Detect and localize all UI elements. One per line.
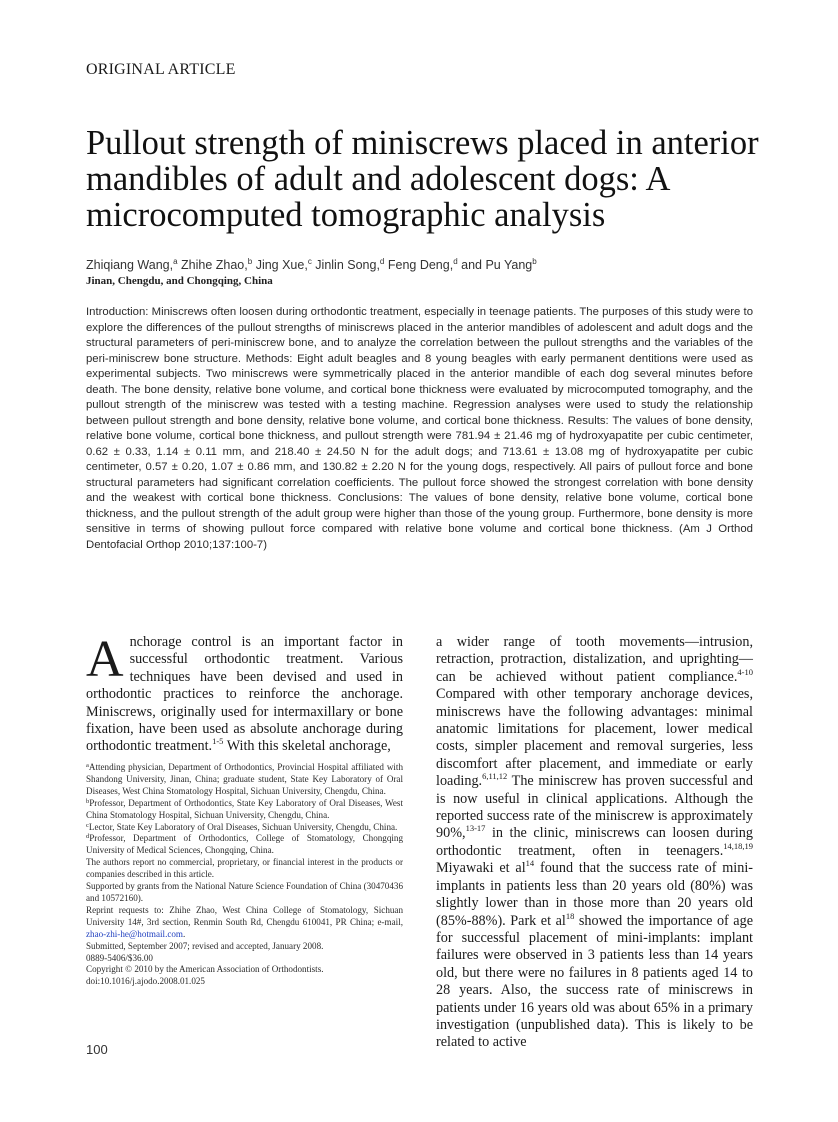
abstract-text: Introduction: Miniscrews often loosen during orthodontic treatment, especially in teenage patients. The purposes of this study were to explore the differences of the pullout strengths of miniscrews placed in the anterior mandibles of adolescent and adult dogs and the structural parameters of peri-miniscrew bone, and to analyze the correlation between the pullout strengths and the variables of the peri-miniscrew bone structure. Methods: Eight adult beagles and 8 young beagles with early permanent dentitions were used as experimental subjects. Two miniscrews were symmetrically placed in the anterior mandible of each dog several minutes before death. The bone density, relative bone volume, and cortical bone thickness were evaluated by microcomputed tomography, and the pullout strength of the miniscrew was tested with a testing machine. Regression analyses were used to study the relationship between pullout strength and bone density, relative bone volume, and cortical bone thickness. Results: The values of bone density, relative bone volume, cortical bone thickness, and pullout strength were 781.94 ± 21.46 mg of hydroxyapatite per cubic centimeter, 0.62 ± 0.33, 1.14 ± 0.11 mm, and 218.40 ± 24.50 N for the adult dogs; and 713.61 ± 13.08 mg of hydroxyapatite per cubic centimeter, 0.57 ± 0.20, 1.07 ± 0.86 mm, and 130.82 ± 2.20 N for the young dogs, respectively. All pairs of pullout force and bone structural parameters had significant correlation coefficients. The pullout force showed the strongest correlation with bone density and the weakest with cortical bone thickness. Conclusions: The values of bone density, relative bone volume, cortical bone thickness, and the pullout strength of the adult group were higher than those of the young group. Furthermore, bone density is more sensitive in terms of showing pullout force compared with relative bone volume and cortical bone thickness. (Am J Orthod Dentofacial Orthop 2010;137:100-7): [86, 306, 753, 551]
footnote-mark: a: [86, 762, 89, 769]
abstract: [86, 305, 753, 553]
copyright-note: Copyright © 2010 by the American Association of Orthodontists.: [86, 964, 324, 975]
submission-dates: Submitted, September 2007; revised and accepted, January 2008.: [86, 940, 324, 951]
author-list: [86, 257, 537, 272]
page-number: 100: [86, 1042, 108, 1057]
issn: 0889-5406/$36.00: [86, 952, 153, 963]
drop-cap: A: [86, 631, 124, 688]
footnote-b: $^b$Professor, Department of Orthodontics, State Key Laboratory of Oral Diseases, West China Stomatology Hospital, Sichuan University, Chengdu, China.: [86, 797, 403, 820]
continued-paragraph: a wider range of tooth movements—intrusion, retraction, protraction, distalization, and uprighting—can be achieved without patient compliance.$^{4-10}$ Compared with other temporary anchorage devices, miniscrews have the following advantages: minimal anatomic limitations for placement, lower medical costs, simpler placement and removal surgeries, less discomfort after placement, and immediate or early loading.$^{6,11,12}$ The miniscrew has proven successful and is now useful in clinical applications. Although the reported success rate of the miniscrew is approximately 90%,$^{13-17}$ in the clinic, miniscrews can loosen during orthodontic treatment, often in teenagers.$^{14,18,19}$ Miyawaki et $al^{14}$ found that the success rate of mini-implants in patients less than 20 years old (80%) was slightly lower than in those more than 20 years old (85%-88%). Park et $al^{18}$ showed the importance of age for successful placement of mini-implants: implant failures were observed in 3 patients less than 14 years old, but there were no failures in 8 patients aged 14 to 28 years. Also, the success rate of miniscrews in patients under 16 years old was about 65% in a primary investigation (unpublished data). This is likely to be related to active: [436, 634, 753, 1051]
funding-note: Supported by grants from the National Nature Science Foundation of China (30470436 and 10572160).: [86, 881, 403, 903]
reference-citation: 14,18,19: [723, 840, 753, 851]
author-name: Feng Deng,: [387, 258, 454, 272]
reference-citation: 1-5: [212, 736, 224, 747]
section-label: ORIGINAL ARTICLE: [86, 61, 236, 78]
author-locations: Jinan, Chengdu, and Chongqing, China: [86, 275, 273, 287]
author-affiliation-mark: b: [247, 257, 253, 266]
author-name: Zhihe Zhao,: [181, 258, 248, 272]
author-affiliation-mark: a: [173, 257, 178, 266]
intro-text: nchorage control is an important factor in successful orthodontic treatment. Various techniques have been devised and used in orthodontic practices to reinforce the anchorage. Miniscrews, originally used for intermaxillary or bone fixation, have been used as absolute anchorage during orthodontic treatment.: [86, 634, 403, 755]
disclosure-note: The authors report no commercial, proprietary, or financial interest in the products or companies described in this article.: [86, 857, 403, 880]
footnote-mark: b: [86, 797, 90, 805]
right-column: [436, 634, 753, 1052]
author-affiliation-mark: d: [453, 257, 458, 266]
author-name: and Pu Yang: [461, 258, 533, 272]
email-link[interactable]: zhao-zhi-he@hotmail.com: [86, 928, 184, 939]
reference-citation: 14: [525, 858, 535, 869]
footnote-mark: d: [86, 833, 90, 841]
article-title: Pullout strength of miniscrews placed in anterior mandibles of adult and adolescent dogs: A microcomputed tomographic analysis: [86, 124, 759, 234]
footnote-a: $^a$Attending physician, Department of Orthodontics, Provincial Hospital affiliated with Shandong University, Jinan, China; graduate student, State Key Laboratory of Oral Diseases, West China Stomatology Hospital, Sichuan University, Chengdu, China.: [86, 762, 403, 796]
footnotes: [86, 762, 403, 988]
author-name: Zhiqiang Wang,: [86, 258, 174, 272]
author-affiliation-mark: c: [307, 257, 312, 266]
footnote-c: $^c$Lector, State Key Laboratory of Oral Diseases, Sichuan University, Chengdu, China.: [86, 821, 398, 832]
reprint-note: Reprint requests to: Zhihe Zhao, West China College of Stomatology, Sichuan University 14#, 3rd section, Renmin South Rd, Chengdu 610041, PR China; e-mail, zhao-zhi-he@hotmail.com.: [86, 904, 403, 939]
author-affiliation-mark: d: [379, 257, 385, 266]
author-affiliation-mark: b: [532, 257, 537, 266]
left-column: [86, 631, 403, 756]
footnote-d: $^d$Professor, Department of Orthodontics, College of Stomatology, Chongqing University of Medical Sciences, Chongqing, China.: [86, 833, 403, 856]
author-name: Jing Xue,: [255, 258, 308, 272]
author-name: Jinlin Song,: [315, 258, 380, 272]
doi: doi:10.1016/j.ajodo.2008.01.025: [86, 976, 205, 987]
reference-citation: 13-17: [465, 823, 486, 834]
intro-paragraph: [86, 631, 403, 756]
footnote-mark: c: [86, 821, 89, 829]
reference-citation: 6,11,12: [482, 771, 508, 782]
reference-citation: 18: [565, 910, 575, 921]
intro-text-end: With this skeletal anchorage,: [223, 738, 391, 755]
reference-citation: 4-10: [737, 666, 753, 677]
